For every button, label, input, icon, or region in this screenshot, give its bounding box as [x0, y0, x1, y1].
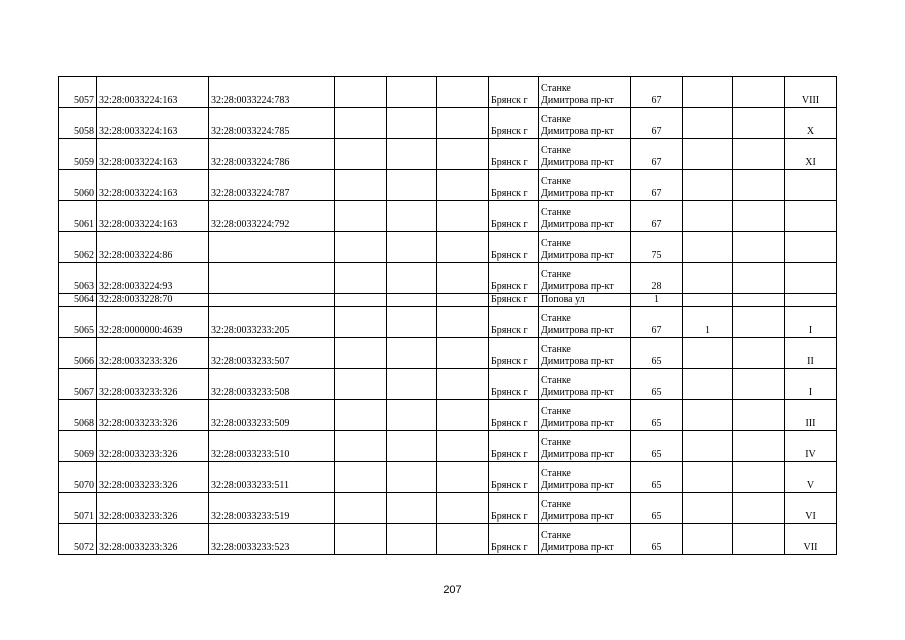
table-row [59, 431, 837, 462]
premises-number-cell: I [785, 307, 837, 338]
house-number-cell: 28 [631, 263, 683, 294]
empty-cell [733, 108, 785, 139]
empty-cell [733, 294, 785, 307]
related-cadastral-number-cell [209, 263, 335, 294]
street-line-2: Попова ул [541, 294, 585, 305]
street-line-1: Станке [541, 238, 571, 249]
empty-cell [437, 139, 489, 170]
building-number-cell [683, 139, 733, 170]
row-number-cell: 5057 [59, 77, 97, 108]
empty-cell [335, 77, 387, 108]
related-cadastral-number-cell: 32:28:0033233:523 [209, 524, 335, 555]
cadastral-number-cell: 32:28:0000000:4639 [97, 307, 209, 338]
cadastral-number-cell: 32:28:0033233:326 [97, 431, 209, 462]
house-number-cell: 65 [631, 431, 683, 462]
row-number-cell: 5060 [59, 170, 97, 201]
related-cadastral-number-cell: 32:28:0033224:792 [209, 201, 335, 232]
row-number-cell: 5066 [59, 338, 97, 369]
table-row [59, 108, 837, 139]
house-number-cell: 67 [631, 201, 683, 232]
empty-cell [733, 524, 785, 555]
street-line-2: Димитрова пр-кт [541, 449, 614, 460]
premises-number-cell: IV [785, 431, 837, 462]
table-row [59, 170, 837, 201]
related-cadastral-number-cell: 32:28:0033233:511 [209, 462, 335, 493]
table-row [59, 201, 837, 232]
building-number-cell [683, 170, 733, 201]
table-row [59, 493, 837, 524]
row-number-cell: 5063 [59, 263, 97, 294]
related-cadastral-number-cell: 32:28:0033224:783 [209, 77, 335, 108]
street-line-2: Димитрова пр-кт [541, 126, 614, 137]
street-cell [539, 139, 631, 170]
empty-cell [387, 108, 437, 139]
table-row [59, 139, 837, 170]
building-number-cell [683, 400, 733, 431]
related-cadastral-number-cell: 32:28:0033233:510 [209, 431, 335, 462]
house-number-cell: 67 [631, 108, 683, 139]
empty-cell [437, 493, 489, 524]
city-cell: Брянск г [489, 400, 539, 431]
empty-cell [387, 431, 437, 462]
related-cadastral-number-cell: 32:28:0033233:205 [209, 307, 335, 338]
row-number-cell: 5065 [59, 307, 97, 338]
city-cell: Брянск г [489, 524, 539, 555]
empty-cell [335, 369, 387, 400]
related-cadastral-number-cell: 32:28:0033224:787 [209, 170, 335, 201]
empty-cell [437, 524, 489, 555]
street-line-2: Димитрова пр-кт [541, 157, 614, 168]
empty-cell [437, 369, 489, 400]
street-line-1: Станке [541, 499, 571, 510]
empty-cell [437, 77, 489, 108]
house-number-cell: 65 [631, 400, 683, 431]
street-cell [539, 263, 631, 294]
table-row [59, 524, 837, 555]
cadastral-number-cell: 32:28:0033233:326 [97, 338, 209, 369]
premises-number-cell: II [785, 338, 837, 369]
building-number-cell [683, 493, 733, 524]
house-number-cell: 67 [631, 139, 683, 170]
street-line-2: Димитрова пр-кт [541, 480, 614, 491]
building-number-cell [683, 369, 733, 400]
row-number-cell: 5061 [59, 201, 97, 232]
house-number-cell: 67 [631, 307, 683, 338]
building-number-cell [683, 338, 733, 369]
table-row [59, 462, 837, 493]
street-cell [539, 307, 631, 338]
related-cadastral-number-cell: 32:28:0033233:508 [209, 369, 335, 400]
empty-cell [437, 108, 489, 139]
street-cell [539, 77, 631, 108]
empty-cell [335, 139, 387, 170]
empty-cell [437, 307, 489, 338]
premises-number-cell [785, 232, 837, 263]
city-cell: Брянск г [489, 170, 539, 201]
empty-cell [437, 462, 489, 493]
registry-table [58, 76, 837, 555]
cadastral-number-cell: 32:28:0033224:163 [97, 108, 209, 139]
empty-cell [335, 400, 387, 431]
city-cell: Брянск г [489, 263, 539, 294]
table-row [59, 294, 837, 307]
cadastral-number-cell: 32:28:0033224:163 [97, 139, 209, 170]
empty-cell [437, 232, 489, 263]
row-number-cell: 5072 [59, 524, 97, 555]
table-row [59, 77, 837, 108]
street-cell [539, 493, 631, 524]
empty-cell [335, 524, 387, 555]
street-line-1: Станке [541, 468, 571, 479]
building-number-cell [683, 201, 733, 232]
building-number-cell [683, 524, 733, 555]
street-cell [539, 524, 631, 555]
empty-cell [733, 201, 785, 232]
empty-cell [733, 307, 785, 338]
street-line-1: Станке [541, 313, 571, 324]
premises-number-cell: III [785, 400, 837, 431]
street-cell [539, 108, 631, 139]
building-number-cell [683, 232, 733, 263]
table-body [59, 77, 837, 555]
page-number: 207 [443, 584, 462, 596]
table-row [59, 338, 837, 369]
premises-number-cell: X [785, 108, 837, 139]
street-line-1: Станке [541, 269, 571, 280]
empty-cell [733, 263, 785, 294]
premises-number-cell: VIII [785, 77, 837, 108]
house-number-cell: 65 [631, 493, 683, 524]
empty-cell [387, 139, 437, 170]
cadastral-number-cell: 32:28:0033224:86 [97, 232, 209, 263]
city-cell: Брянск г [489, 108, 539, 139]
empty-cell [733, 400, 785, 431]
cadastral-number-cell: 32:28:0033233:326 [97, 462, 209, 493]
empty-cell [437, 431, 489, 462]
row-number-cell: 5067 [59, 369, 97, 400]
empty-cell [733, 170, 785, 201]
street-line-1: Станке [541, 437, 571, 448]
row-number-cell: 5058 [59, 108, 97, 139]
city-cell: Брянск г [489, 232, 539, 263]
street-line-1: Станке [541, 176, 571, 187]
cadastral-number-cell: 32:28:0033233:326 [97, 524, 209, 555]
street-cell [539, 431, 631, 462]
city-cell: Брянск г [489, 431, 539, 462]
empty-cell [335, 307, 387, 338]
building-number-cell: 1 [683, 307, 733, 338]
house-number-cell: 65 [631, 338, 683, 369]
street-line-1: Станке [541, 145, 571, 156]
row-number-cell: 5071 [59, 493, 97, 524]
premises-number-cell [785, 201, 837, 232]
empty-cell [335, 108, 387, 139]
empty-cell [335, 431, 387, 462]
street-line-2: Димитрова пр-кт [541, 250, 614, 261]
street-line-2: Димитрова пр-кт [541, 281, 614, 292]
empty-cell [733, 493, 785, 524]
empty-cell [387, 307, 437, 338]
street-cell [539, 338, 631, 369]
city-cell: Брянск г [489, 369, 539, 400]
street-line-1: Станке [541, 375, 571, 386]
empty-cell [733, 338, 785, 369]
street-cell [539, 201, 631, 232]
premises-number-cell: VI [785, 493, 837, 524]
empty-cell [335, 493, 387, 524]
empty-cell [733, 369, 785, 400]
row-number-cell: 5062 [59, 232, 97, 263]
empty-cell [387, 294, 437, 307]
empty-cell [387, 338, 437, 369]
house-number-cell: 75 [631, 232, 683, 263]
related-cadastral-number-cell: 32:28:0033233:507 [209, 338, 335, 369]
house-number-cell: 67 [631, 170, 683, 201]
row-number-cell: 5059 [59, 139, 97, 170]
empty-cell [437, 170, 489, 201]
cadastral-number-cell: 32:28:0033224:163 [97, 77, 209, 108]
street-line-2: Димитрова пр-кт [541, 95, 614, 106]
empty-cell [335, 338, 387, 369]
empty-cell [437, 338, 489, 369]
cadastral-number-cell: 32:28:0033233:326 [97, 493, 209, 524]
cadastral-number-cell: 32:28:0033233:326 [97, 369, 209, 400]
empty-cell [387, 524, 437, 555]
empty-cell [387, 369, 437, 400]
city-cell: Брянск г [489, 294, 539, 307]
table-row [59, 263, 837, 294]
street-cell [539, 462, 631, 493]
empty-cell [387, 201, 437, 232]
table-row [59, 232, 837, 263]
empty-cell [437, 294, 489, 307]
empty-cell [335, 232, 387, 263]
empty-cell [335, 170, 387, 201]
empty-cell [733, 462, 785, 493]
house-number-cell: 67 [631, 77, 683, 108]
street-cell [539, 170, 631, 201]
street-line-1: Станке [541, 207, 571, 218]
table-row [59, 369, 837, 400]
street-line-1: Станке [541, 344, 571, 355]
city-cell: Брянск г [489, 201, 539, 232]
street-line-1: Станке [541, 406, 571, 417]
premises-number-cell: I [785, 369, 837, 400]
street-line-2: Димитрова пр-кт [541, 325, 614, 336]
house-number-cell: 1 [631, 294, 683, 307]
street-line-2: Димитрова пр-кт [541, 511, 614, 522]
building-number-cell [683, 263, 733, 294]
related-cadastral-number-cell: 32:28:0033233:519 [209, 493, 335, 524]
city-cell: Брянск г [489, 139, 539, 170]
empty-cell [335, 462, 387, 493]
city-cell: Брянск г [489, 77, 539, 108]
premises-number-cell [785, 170, 837, 201]
row-number-cell: 5070 [59, 462, 97, 493]
street-cell [539, 369, 631, 400]
street-line-1: Станке [541, 530, 571, 541]
premises-number-cell: V [785, 462, 837, 493]
street-line-2: Димитрова пр-кт [541, 219, 614, 230]
row-number-cell: 5068 [59, 400, 97, 431]
building-number-cell [683, 108, 733, 139]
related-cadastral-number-cell: 32:28:0033233:509 [209, 400, 335, 431]
cadastral-number-cell: 32:28:0033228:70 [97, 294, 209, 307]
city-cell: Брянск г [489, 462, 539, 493]
empty-cell [387, 462, 437, 493]
empty-cell [733, 431, 785, 462]
city-cell: Брянск г [489, 493, 539, 524]
street-line-1: Станке [541, 114, 571, 125]
cadastral-number-cell: 32:28:0033224:93 [97, 263, 209, 294]
house-number-cell: 65 [631, 462, 683, 493]
empty-cell [387, 400, 437, 431]
empty-cell [387, 263, 437, 294]
empty-cell [387, 493, 437, 524]
street-line-2: Димитрова пр-кт [541, 387, 614, 398]
empty-cell [437, 201, 489, 232]
table-row [59, 400, 837, 431]
premises-number-cell: VII [785, 524, 837, 555]
related-cadastral-number-cell [209, 232, 335, 263]
empty-cell [733, 232, 785, 263]
street-line-2: Димитрова пр-кт [541, 418, 614, 429]
cadastral-number-cell: 32:28:0033224:163 [97, 201, 209, 232]
row-number-cell: 5069 [59, 431, 97, 462]
building-number-cell [683, 462, 733, 493]
street-line-1: Станке [541, 83, 571, 94]
empty-cell [733, 77, 785, 108]
street-line-2: Димитрова пр-кт [541, 356, 614, 367]
city-cell: Брянск г [489, 338, 539, 369]
table-row [59, 307, 837, 338]
street-line-2: Димитрова пр-кт [541, 542, 614, 553]
premises-number-cell: XI [785, 139, 837, 170]
related-cadastral-number-cell [209, 294, 335, 307]
premises-number-cell [785, 294, 837, 307]
empty-cell [335, 294, 387, 307]
related-cadastral-number-cell: 32:28:0033224:785 [209, 108, 335, 139]
street-cell [539, 232, 631, 263]
empty-cell [733, 139, 785, 170]
empty-cell [387, 170, 437, 201]
street-line-2: Димитрова пр-кт [541, 188, 614, 199]
street-cell [539, 400, 631, 431]
building-number-cell [683, 431, 733, 462]
building-number-cell [683, 294, 733, 307]
building-number-cell [683, 77, 733, 108]
street-cell [539, 294, 631, 307]
empty-cell [387, 232, 437, 263]
empty-cell [335, 263, 387, 294]
related-cadastral-number-cell: 32:28:0033224:786 [209, 139, 335, 170]
empty-cell [387, 77, 437, 108]
cadastral-number-cell: 32:28:0033224:163 [97, 170, 209, 201]
cadastral-number-cell: 32:28:0033233:326 [97, 400, 209, 431]
house-number-cell: 65 [631, 524, 683, 555]
house-number-cell: 65 [631, 369, 683, 400]
premises-number-cell [785, 263, 837, 294]
city-cell: Брянск г [489, 307, 539, 338]
empty-cell [437, 400, 489, 431]
empty-cell [335, 201, 387, 232]
empty-cell [437, 263, 489, 294]
row-number-cell: 5064 [59, 294, 97, 307]
